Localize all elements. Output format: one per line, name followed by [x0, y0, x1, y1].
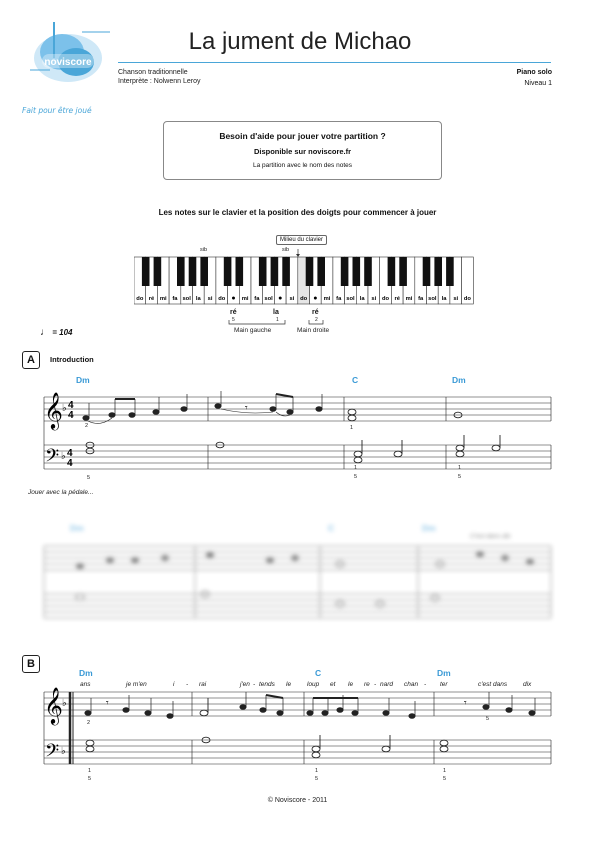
- help-note-names: La partition avec le nom des notes: [252, 162, 352, 169]
- left-hand-finger-1: 5: [232, 317, 235, 323]
- black-key-7: [224, 257, 232, 286]
- lyric-9: loup: [307, 681, 320, 688]
- lyric-18: c'est dans: [478, 681, 508, 688]
- key-label-18: sol: [346, 296, 355, 302]
- lyric-6: -: [253, 681, 256, 688]
- key-label-5: la: [195, 296, 201, 302]
- key-label-21: do: [382, 296, 390, 302]
- section-b-chord-2: C: [315, 668, 322, 678]
- blurred-chord-1: Dm: [70, 523, 84, 533]
- pedal-instruction: Jouer avec la pédale...: [28, 489, 94, 496]
- black-key-3: [177, 257, 185, 286]
- key-label-27: si: [453, 296, 459, 302]
- key-label-11: sol: [264, 296, 273, 302]
- svg-text:4: 4: [67, 458, 73, 469]
- keyboard: [134, 244, 474, 308]
- svg-text:♭: ♭: [61, 746, 66, 757]
- section-a-label: Introduction: [50, 355, 94, 364]
- lyric-11: le: [348, 681, 354, 688]
- key-label-3: fa: [172, 296, 178, 302]
- bass-clef-icon-b: 𝄢: [45, 740, 60, 765]
- lyric-15: chan: [404, 681, 419, 688]
- key-label-12: ●: [278, 295, 283, 302]
- help-question: Besoin d'aide pour jouer votre partition ?: [219, 131, 386, 141]
- left-hand-bracket: [228, 319, 288, 327]
- section-b-chord-1: Dm: [79, 668, 93, 678]
- bass-clef-icon: 𝄢: [45, 445, 60, 470]
- section-b-fingering-8: 5: [443, 776, 447, 782]
- black-key-5: [200, 257, 208, 286]
- tempo-value: = 104: [52, 328, 73, 337]
- section-a-fingering-5: 1: [458, 465, 462, 471]
- section-a-fingering-4: 5: [354, 474, 358, 480]
- left-hand-label: Main gauche: [234, 327, 272, 334]
- blurred-chord-2: C: [328, 523, 335, 533]
- section-a-staff: [40, 385, 555, 490]
- section-a-fingering-7: 1: [354, 465, 358, 471]
- lyric-13: -: [374, 681, 377, 688]
- help-available-link[interactable]: Disponible sur noviscore.fr: [253, 147, 352, 156]
- lyric-16: -: [424, 681, 427, 688]
- key-label-9: mi: [241, 296, 249, 302]
- header-rule: [118, 62, 551, 63]
- key-label-6: si: [207, 296, 213, 302]
- key-label-16: mi: [323, 296, 331, 302]
- key-label-1: ré: [148, 296, 155, 302]
- black-key-22: [399, 257, 407, 286]
- section-b-chord-3: Dm: [437, 668, 451, 678]
- key-label-10: fa: [254, 296, 260, 302]
- section-b-fingering-6: 5: [315, 776, 319, 782]
- key-label-0: do: [136, 296, 144, 302]
- section-b-fingering-4: 5: [88, 776, 92, 782]
- key-label-13: si: [289, 296, 295, 302]
- lyric-19: dix: [523, 681, 532, 688]
- key-label-22: ré: [394, 296, 400, 302]
- right-hand-bracket: [308, 319, 328, 327]
- black-key-10: [259, 257, 267, 286]
- song-type: Chanson traditionnelle: [118, 69, 188, 76]
- logo-brand: noviscore: [44, 57, 92, 68]
- key-label-14: do: [300, 296, 308, 302]
- lyric-7: tends: [259, 681, 275, 688]
- treble-clef-icon-b: 𝄞: [44, 687, 63, 723]
- black-key-0: [142, 257, 150, 286]
- right-hand-finger-1: 2: [315, 317, 318, 323]
- flat-label-1: sib: [200, 247, 208, 253]
- blurred-chord-3: Dm: [422, 523, 436, 533]
- section-a-fingering-6: 5: [458, 474, 462, 480]
- section-b-staff: [40, 680, 555, 780]
- section-b-fingering-5: 1: [315, 768, 319, 774]
- section-a-chord-3: Dm: [452, 375, 466, 385]
- key-label-2: mi: [159, 296, 167, 302]
- section-b-fingering-3: 1: [88, 768, 92, 774]
- key-label-20: si: [371, 296, 377, 302]
- lyric-1: je m'en: [126, 681, 147, 688]
- lyric-2: i: [173, 681, 175, 688]
- svg-text:𝄾: 𝄾: [106, 698, 109, 709]
- key-label-24: fa: [418, 296, 424, 302]
- black-key-1: [154, 257, 162, 286]
- blurred-lyrics: C'est dans dix: [470, 533, 511, 540]
- section-a-fingering-2: 5: [87, 475, 91, 481]
- lyric-4: rai: [199, 681, 207, 688]
- black-key-25: [434, 257, 442, 286]
- black-key-18: [353, 257, 361, 286]
- level-label: Niveau 1: [524, 80, 552, 87]
- logo-tagline: Fait pour être joué: [22, 106, 92, 115]
- right-hand-label: Main droite: [297, 327, 330, 334]
- lyric-17: ter: [440, 681, 448, 688]
- quarter-note-icon: ♩: [40, 327, 50, 338]
- instrument-label: Piano solo: [516, 69, 552, 76]
- logo-graphic: [20, 18, 120, 88]
- lyric-14: nard: [380, 681, 394, 688]
- section-a-fingering-3: 1: [350, 425, 354, 431]
- black-key-21: [388, 257, 396, 286]
- left-hand-note-2: la: [273, 309, 279, 316]
- black-key-8: [236, 257, 244, 286]
- svg-text:𝄾: 𝄾: [464, 698, 467, 709]
- key-label-23: mi: [405, 296, 413, 302]
- lyric-5: j'en: [240, 681, 250, 688]
- key-label-7: do: [218, 296, 226, 302]
- key-label-25: sol: [428, 296, 437, 302]
- key-label-4: sol: [182, 296, 191, 302]
- flat-label-2: sib: [282, 247, 290, 253]
- section-a-marker: A: [22, 351, 40, 369]
- svg-text:♭: ♭: [62, 698, 67, 709]
- left-hand-note-1: ré: [230, 309, 237, 316]
- help-box[interactable]: [163, 121, 442, 180]
- logo: [20, 18, 120, 115]
- black-key-11: [271, 257, 279, 286]
- tempo-marking: [40, 327, 72, 338]
- black-key-14: [306, 257, 314, 286]
- key-label-19: la: [359, 296, 365, 302]
- blurred-system: [40, 520, 555, 640]
- black-key-24: [423, 257, 431, 286]
- lyric-12: re: [364, 681, 370, 688]
- key-label-15: ●: [313, 295, 318, 302]
- key-label-17: fa: [336, 296, 342, 302]
- section-b-marker: B: [22, 655, 40, 673]
- middle-label: Milieu du clavier: [276, 235, 327, 245]
- svg-text:4: 4: [67, 448, 73, 459]
- key-label-8: ●: [231, 295, 236, 302]
- black-key-4: [189, 257, 197, 286]
- left-hand-finger-2: 1: [276, 317, 279, 323]
- performer: Interprète : Nolwenn Leroy: [118, 78, 201, 85]
- section-b-fingering-2: 5: [486, 716, 490, 722]
- key-label-28: do: [463, 296, 471, 302]
- black-key-17: [341, 257, 349, 286]
- lyric-3: -: [186, 681, 189, 688]
- copyright-footer: © Noviscore - 2011: [267, 797, 328, 804]
- black-key-19: [364, 257, 372, 286]
- right-hand-note-1: ré: [312, 309, 319, 316]
- section-a-chord-1: Dm: [76, 375, 90, 385]
- svg-text:♭: ♭: [62, 403, 67, 414]
- section-b-fingering-1: 2: [87, 720, 91, 726]
- lyric-8: le: [286, 681, 292, 688]
- lyric-10: et: [330, 681, 336, 688]
- svg-text:𝄾: 𝄾: [245, 403, 248, 414]
- section-b-fingering-7: 1: [443, 768, 447, 774]
- lyric-0: ans: [80, 681, 91, 688]
- section-a-chord-2: C: [352, 375, 359, 385]
- keyboard-title: Les notes sur le clavier et la position des doigts pour commencer à jouer: [158, 208, 437, 217]
- treble-clef-icon: 𝄞: [44, 392, 63, 428]
- svg-text:4: 4: [68, 410, 74, 421]
- svg-text:♭: ♭: [61, 451, 66, 462]
- page-title: La jument de Michao: [188, 28, 412, 55]
- svg-text:4: 4: [68, 400, 74, 411]
- black-key-15: [317, 257, 325, 286]
- black-key-26: [446, 257, 454, 286]
- section-a-fingering-1: 2: [85, 423, 89, 429]
- black-key-12: [282, 257, 290, 286]
- key-label-26: la: [441, 296, 447, 302]
